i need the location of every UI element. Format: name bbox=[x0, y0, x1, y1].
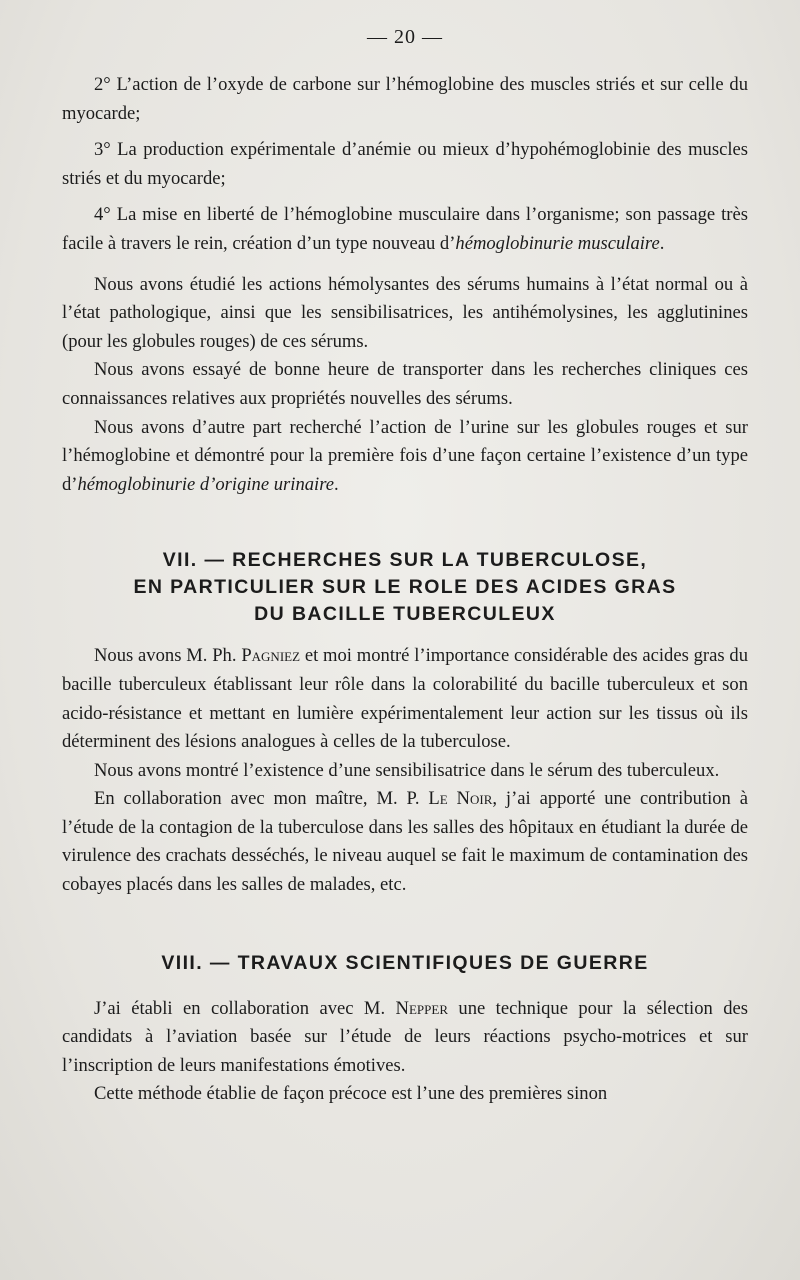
section-viii-heading-text: VIII. — TRAVAUX SCIENTIFIQUES DE GUERRE bbox=[161, 951, 649, 974]
author-name-le-noir: Le Noir bbox=[428, 788, 493, 810]
section-vii-p1-start: Nous avons M. Ph. bbox=[94, 645, 242, 667]
section-vii-paragraph-3 bbox=[62, 785, 748, 899]
list-item-2: 2° L’action de l’oxyde de carbone sur l’hémoglobine des muscles striés et sur celle du myocarde; bbox=[62, 74, 748, 124]
author-name-pagniez: Pagniez bbox=[241, 645, 301, 667]
paragraph-hemolysis: Nous avons étudié les actions hémolysantes des sérums humains à l’état normal ou à l’état pathologique, ainsi que les sensibilisatrices, les antihémolysines, les agglutinines (pour les globules rouges) de ces sérums. bbox=[62, 273, 748, 352]
list-item-3: 3° La production expérimentale d’anémie ou mieux d’hypohémoglobinie des muscles striés et du myocarde; bbox=[62, 139, 748, 189]
section-vii-paragraph-2: Nous avons montré l’existence d’une sensibilisatrice dans le sérum des tuberculeux. bbox=[94, 759, 720, 781]
list-item-4-emphasis: hémoglobinurie musculaire bbox=[455, 232, 660, 254]
author-name-nepper: Nepper bbox=[395, 997, 448, 1019]
page-number: — 20 — bbox=[367, 26, 443, 48]
section-vii-p3-start: En collaboration avec mon maître, M. P. bbox=[94, 788, 429, 810]
list-item-4 bbox=[62, 201, 748, 258]
section-vii-p3-rest: , j’ai apporté une contribution à l’étude de la contagion de la tuberculose dans les salles des hôpitaux en étudiant la durée de virulence des crachats desséchés, le niveau auquel se fait le maximum de contamination des cobayes placés dans les salles de malades, etc. bbox=[62, 788, 748, 896]
list-item-4-end: . bbox=[659, 232, 665, 254]
section-viii-paragraph-2: Cette méthode établie de façon précoce est l’une des premières sinon bbox=[94, 1083, 608, 1105]
section-vii-heading-line-2: EN PARTICULIER SUR LE ROLE DES ACIDES GRAS bbox=[133, 576, 677, 599]
section-vii-paragraph-1 bbox=[62, 642, 748, 756]
section-viii-p1-start: J’ai établi en collaboration avec M. bbox=[94, 997, 396, 1019]
paragraph-urine-emphasis: hémoglobinurie d’origine urinaire bbox=[77, 473, 334, 495]
paragraph-urine bbox=[62, 414, 748, 500]
section-viii-heading bbox=[62, 950, 748, 977]
list-item-4-text: 4° La mise en liberté de l’hémoglobine musculaire dans l’organisme; son passage très facile à travers le rein, création d’un type nouveau d’ bbox=[62, 204, 748, 254]
section-vii-p1-rest: et moi montré l’importance considérable des acides gras du bacille tuberculeux établissant leur rôle dans la colorabilité du bacille tuberculeux et son acido-résistance et mettant en lumière expérimentalement leur action sur les tissus où ils déterminent des lésions analogues à celles de la tuberculose. bbox=[62, 645, 748, 753]
section-vii-heading-line-1: VII. — RECHERCHES SUR LA TUBERCULOSE, bbox=[162, 549, 648, 572]
section-viii-paragraph-1 bbox=[62, 995, 748, 1081]
paragraph-urine-end: . bbox=[334, 473, 339, 495]
section-vii-heading-line-3: DU BACILLE TUBERCULEUX bbox=[254, 603, 556, 626]
paragraph-urine-text: Nous avons d’autre part recherché l’action de l’urine sur les globules rouges et sur l’hémoglobine et démontré pour la première fois d’une façon certaine l’existence d’un type d’ bbox=[62, 416, 748, 495]
section-viii-p1-rest: une technique pour la sélection des candidats à l’aviation basée sur l’étude de leurs réactions psycho-motrices et sur l’inscription de leurs manifestations émotives. bbox=[62, 997, 748, 1076]
paragraph-clinical: Nous avons essayé de bonne heure de transporter dans les recherches cliniques ces connaissances relatives aux propriétés nouvelles des sérums. bbox=[62, 359, 748, 409]
section-vii-heading bbox=[62, 547, 748, 628]
